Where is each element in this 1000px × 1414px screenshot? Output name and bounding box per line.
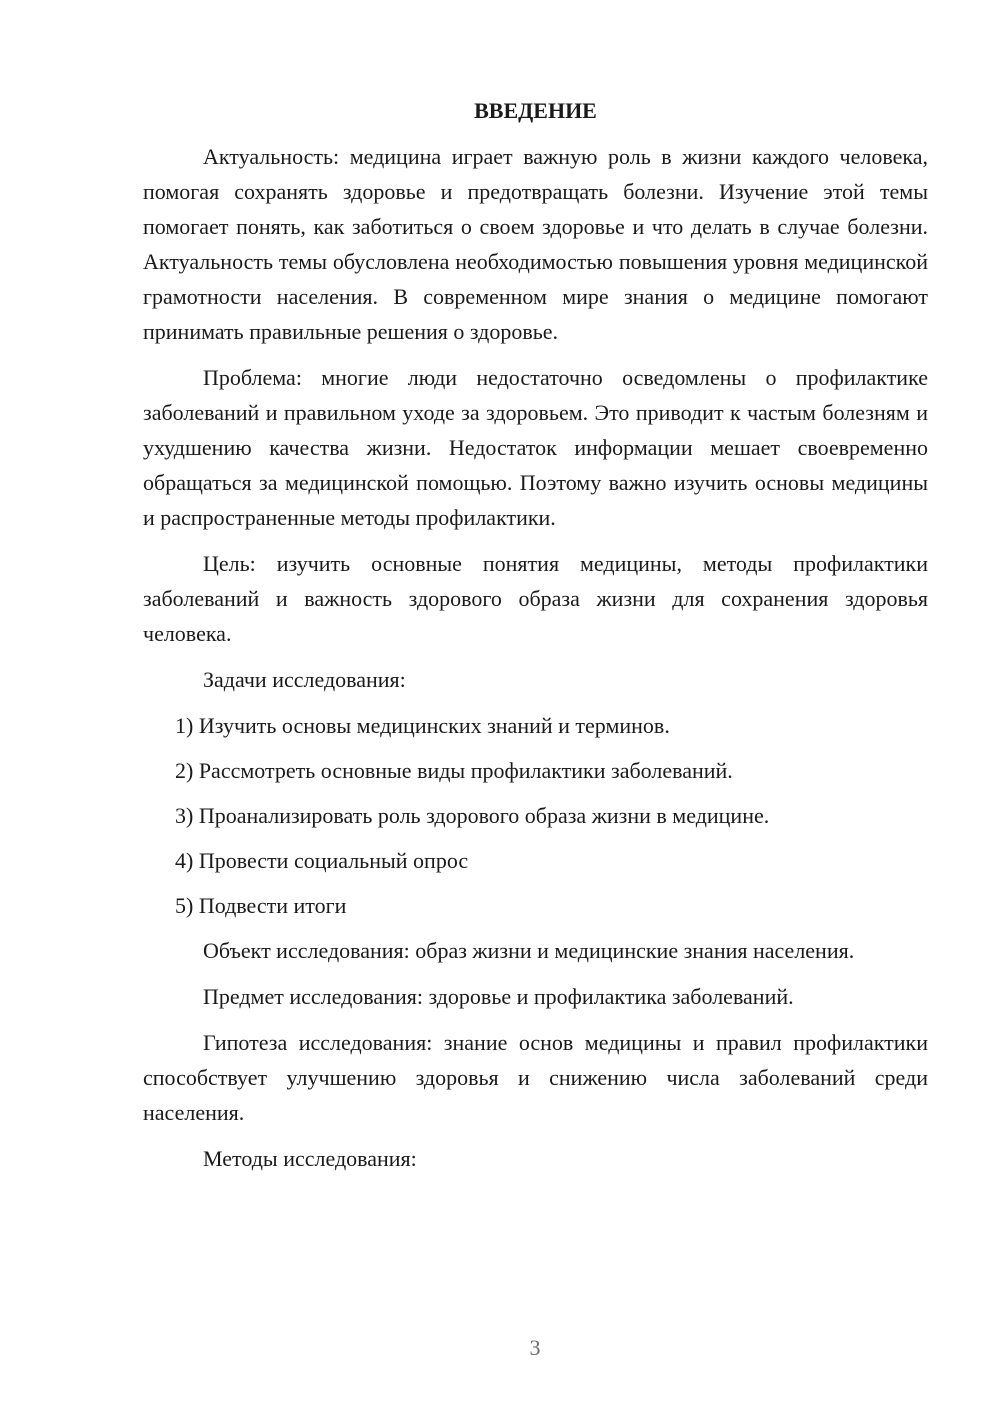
- paragraph-methods: Методы исследования:: [203, 1146, 417, 1171]
- paragraph-problem: Проблема: многие люди недостаточно осведомлены о профилактике заболеваний и правильном уходе за здоровьем. Это приводит к частым болезням и ухудшению качества жизни. Недостаток информации мешает своевременно обращаться за медицинской помощью. Поэтому важно изучить основы медицины и распространенные методы профилактики.: [143, 365, 928, 530]
- paragraph-object: Объект исследования: образ жизни и медицинские знания населения.: [203, 938, 855, 963]
- page-number: 3: [529, 1335, 541, 1360]
- task-item-2: 2) Рассмотреть основные виды профилактики заболеваний.: [175, 758, 733, 783]
- paragraph-hypothesis: Гипотеза исследования: знание основ медицины и правил профилактики способствует улучшению здоровья и снижению числа заболеваний среди населения.: [143, 1030, 928, 1125]
- task-item-4: 4) Провести социальный опрос: [175, 848, 469, 873]
- paragraph-goal: Цель: изучить основные понятия медицины, методы профилактики заболеваний и важность здорового образа жизни для сохранения здоровья человека.: [143, 551, 928, 646]
- task-item-1: 1) Изучить основы медицинских знаний и терминов.: [175, 713, 670, 738]
- paragraph-tasks-heading: Задачи исследования:: [203, 667, 406, 692]
- task-item-5: 5) Подвести итоги: [175, 893, 347, 918]
- task-item-3: 3) Проанализировать роль здорового образа жизни в медицине.: [175, 803, 770, 828]
- section-title: ВВЕДЕНИЕ: [474, 98, 597, 123]
- paragraph-relevance: Актуальность: медицина играет важную роль в жизни каждого человека, помогая сохранять здоровье и предотвращать болезни. Изучение этой темы помогает понять, как заботиться о своем здоровье и что делать в случае болезни. Актуальность темы обусловлена необходимостью повышения уровня медицинской грамотности населения. В современном мире знания о медицине помогают принимать правильные решения о здоровье.: [143, 144, 928, 344]
- paragraph-subject: Предмет исследования: здоровье и профилактика заболеваний.: [203, 984, 794, 1009]
- page-content: [143, 93, 928, 1187]
